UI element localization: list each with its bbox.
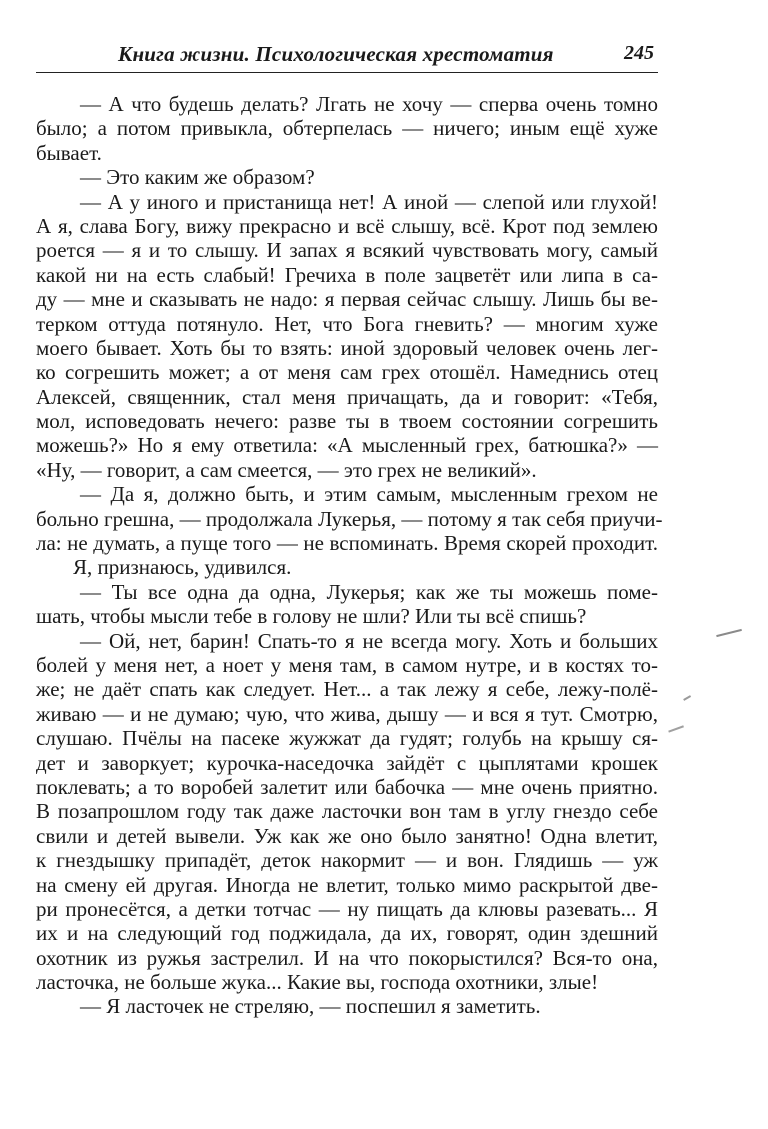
text-line: роется — я и то слышу. И запах я всякий чувствовать могу, самый bbox=[36, 238, 658, 263]
text-line: — Да я, должно быть, и этим самым, мысленным грехом не bbox=[80, 482, 658, 507]
text-line: дет и заворкует; курочка-наседочка зайдёт с цыплятами крошек bbox=[36, 750, 658, 775]
text-line: — Это каким же образом? bbox=[80, 165, 315, 190]
body-text bbox=[36, 92, 663, 1019]
text-line: можешь?» Но я ему ответила: «А мысленный грех, батюшка?» — bbox=[36, 433, 658, 458]
text-line: на смену ей другая. Иногда не влетит, только мимо раскрытой две- bbox=[36, 872, 658, 897]
text-line: моего бывает. Хоть бы то взять: иной здоровый человек очень лег- bbox=[36, 335, 658, 360]
text-line: свили и детей вывели. Уж как же оно было занятно! Одна влетит, bbox=[36, 823, 658, 848]
text-line: Я, признаюсь, удивился. bbox=[73, 555, 292, 580]
text-line: — А у иного и пристанища нет! А иной — слепой или глухой! bbox=[80, 189, 658, 214]
page-number: 245 bbox=[624, 42, 654, 64]
running-title: Книга жизни. Психологическая хрестоматия bbox=[118, 42, 554, 66]
text-line: к гнездышку припадёт, деток накормит — и вон. Глядишь — уж bbox=[36, 848, 658, 873]
margin-pencil-mark bbox=[716, 629, 742, 637]
text-line: же; не даёт спать как следует. Нет... а так лежу я себе, лежу-полё- bbox=[36, 677, 658, 702]
text-line: бывает. bbox=[36, 140, 102, 165]
text-line: — А что будешь делать? Лгать не хочу — сперва очень томно bbox=[80, 92, 658, 116]
text-line: было; а потом привыкла, обтерпелась — ничего; иным ещё хуже bbox=[36, 116, 658, 141]
text-line: — Ой, нет, барин! Спать-то я не всегда могу. Хоть и больших bbox=[80, 628, 658, 653]
margin-pencil-mark bbox=[683, 695, 691, 700]
text-line: какой ни на есть слабый! Гречиха в поле зацветёт или липа в са- bbox=[36, 262, 658, 287]
text-line: их и на следующий год поджидала, да их, говорят, один здешний bbox=[36, 921, 658, 946]
text-line: ла: не думать, а пуще того — не вспоминать. Время скорей проходит. bbox=[36, 531, 658, 556]
text-line: терком оттуда потянуло. Нет, что Бога гневить? — многим хуже bbox=[36, 311, 658, 336]
running-header bbox=[36, 42, 658, 73]
text-line: Алексей, священник, стал меня причащать, да и говорит: «Тебя, bbox=[36, 384, 658, 409]
text-line: ласточка, не больше жука... Какие вы, господа охотники, злые! bbox=[36, 970, 599, 995]
text-line: поклевать; а то воробей залетит или бабочка — мне очень приятно. bbox=[36, 774, 658, 799]
text-line: ду — мне и сказывать не надо: я первая сейчас слышу. Лишь бы ве- bbox=[36, 287, 658, 312]
text-line: ри пронесётся, а детки тотчас — ну пищать да клювы разевать... Я bbox=[36, 896, 658, 921]
text-line: мол, исповедовать нечего: разве ты в твоем состоянии согрешить bbox=[36, 409, 658, 434]
text-line: ко согрешить может; а от меня сам грех отошёл. Намеднись отец bbox=[36, 360, 658, 385]
text-line: больно грешна, — продолжала Лукерья, — потому я так себя приучи- bbox=[36, 506, 663, 531]
text-line: болей у меня нет, а ноет у меня там, в самом нутре, и в костях то- bbox=[36, 652, 658, 677]
margin-pencil-mark bbox=[668, 725, 684, 732]
text-line: живаю — и не думаю; чую, что жива, дышу — и вся я тут. Смотрю, bbox=[36, 701, 658, 726]
text-line: — Ты все одна да одна, Лукерья; как же ты можешь поме- bbox=[80, 579, 658, 604]
text-line: В позапрошлом году так даже ласточки вон там в углу гнездо себе bbox=[36, 799, 658, 824]
text-line: слушаю. Пчёлы на пасеке жужжат да гудят; голубь на крышу ся- bbox=[36, 726, 658, 751]
text-line: шать, чтобы мысли тебе в голову не шли? Или ты всё спишь? bbox=[36, 604, 587, 629]
text-line: А я, слава Богу, вижу прекрасно и всё слышу, всё. Крот под землею bbox=[36, 213, 658, 238]
text-line: «Ну, — говорит, а сам смеется, — это грех не великий». bbox=[36, 457, 537, 482]
text-line: охотник из ружья застрелил. И на что покорыстился? Вся-то она, bbox=[36, 945, 658, 970]
text-line: — Я ласточек не стреляю, — поспешил я заметить. bbox=[80, 994, 541, 1019]
